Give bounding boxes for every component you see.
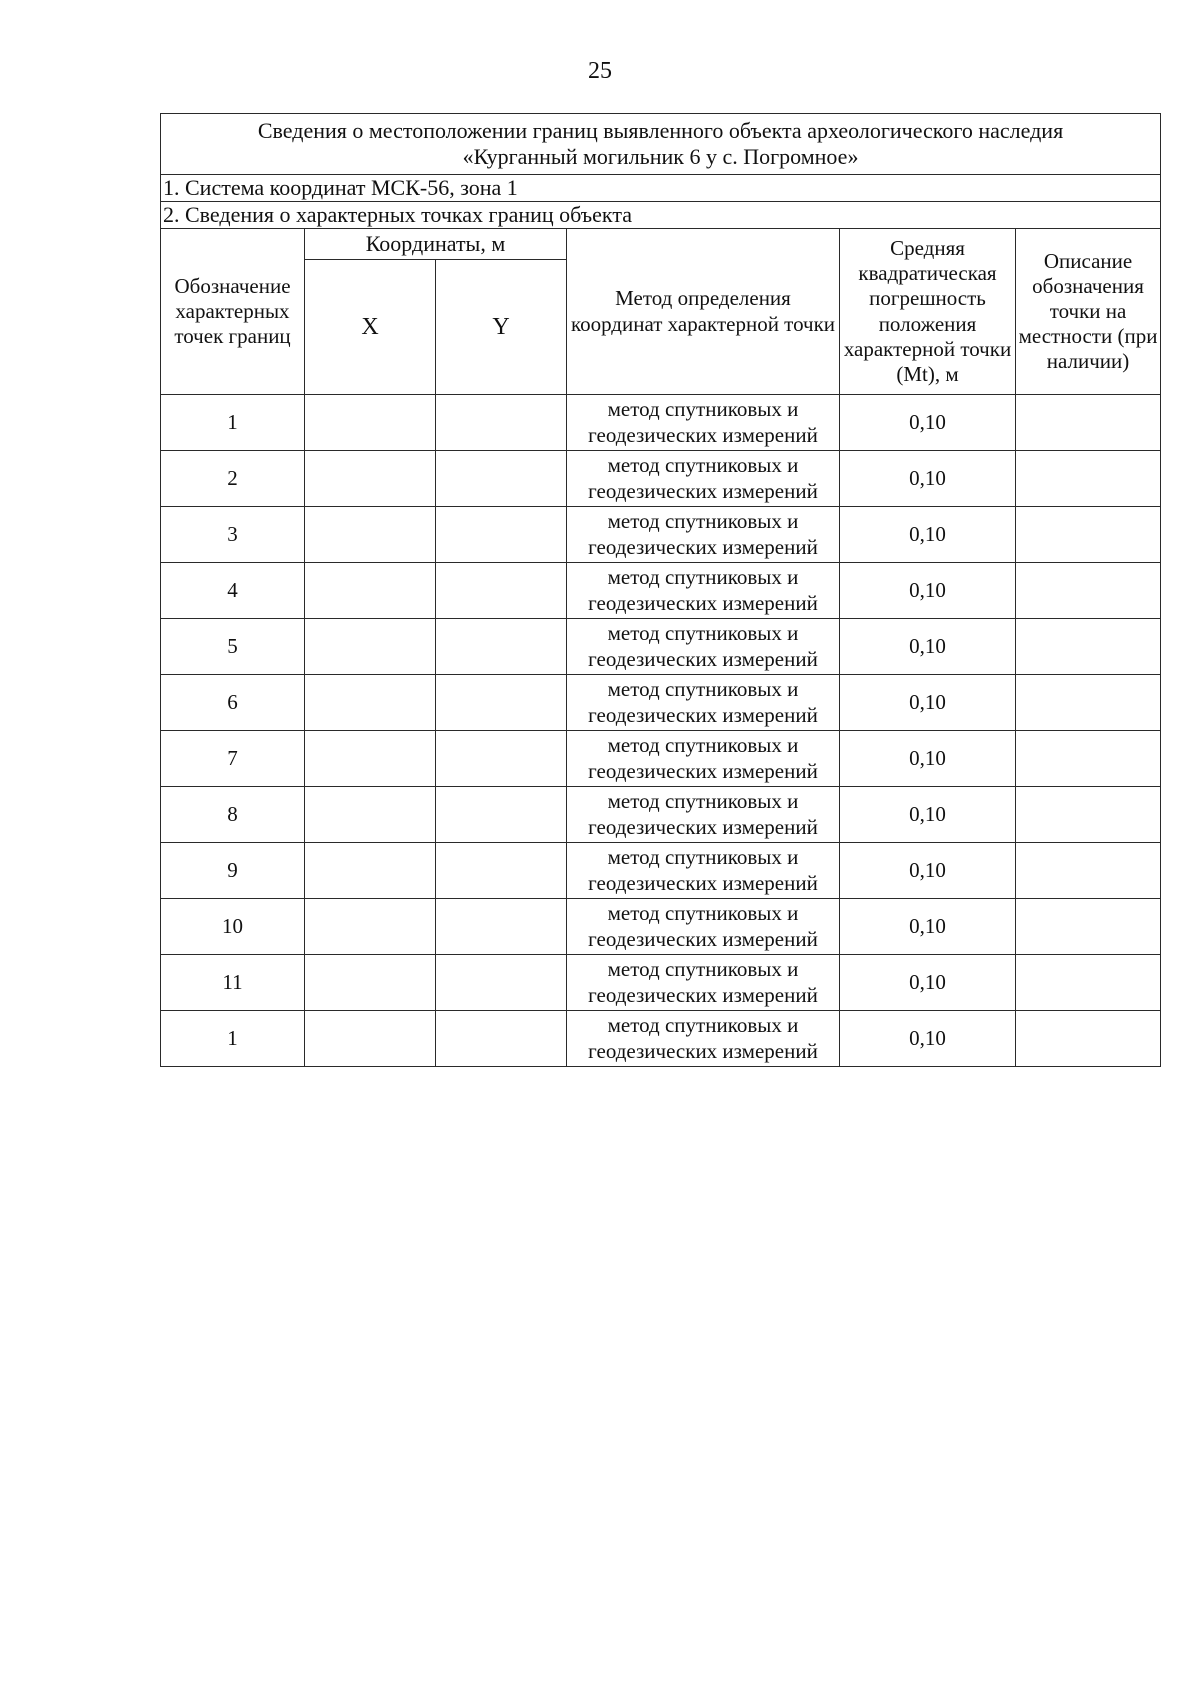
cell-x — [305, 507, 436, 563]
cell-x — [305, 619, 436, 675]
cell-x — [305, 731, 436, 787]
cell-point: 3 — [161, 507, 305, 563]
cell-y — [436, 451, 567, 507]
cell-method: метод спутниковых и геодезических измерений — [567, 619, 840, 675]
cell-x — [305, 899, 436, 955]
table-row — [161, 787, 1161, 843]
cell-error: 0,10 — [840, 731, 1016, 787]
cell-method: метод спутниковых и геодезических измерений — [567, 563, 840, 619]
cell-point: 6 — [161, 675, 305, 731]
cell-y — [436, 787, 567, 843]
cell-method: метод спутниковых и геодезических измерений — [567, 395, 840, 451]
cell-y — [436, 843, 567, 899]
cell-error: 0,10 — [840, 843, 1016, 899]
table-title-line1: Сведения о местоположении границ выявленного объекта археологического наследия — [257, 117, 1064, 143]
cell-x — [305, 787, 436, 843]
cell-error: 0,10 — [840, 563, 1016, 619]
cell-method: метод спутниковых и геодезических измерений — [567, 899, 840, 955]
cell-x — [305, 675, 436, 731]
cell-description — [1016, 787, 1161, 843]
cell-description — [1016, 451, 1161, 507]
points-section-row: 2. Сведения о характерных точках границ объекта — [161, 202, 1161, 229]
table-title — [161, 114, 1161, 175]
cell-y — [436, 731, 567, 787]
table-row — [161, 1011, 1161, 1067]
cell-method: метод спутниковых и геодезических измерений — [567, 731, 840, 787]
cell-x — [305, 451, 436, 507]
cell-error: 0,10 — [840, 787, 1016, 843]
cell-description — [1016, 563, 1161, 619]
cell-description — [1016, 675, 1161, 731]
cell-error: 0,10 — [840, 507, 1016, 563]
cell-error: 0,10 — [840, 899, 1016, 955]
cell-description — [1016, 1011, 1161, 1067]
cell-method: метод спутниковых и геодезических измерений — [567, 675, 840, 731]
cell-point: 11 — [161, 955, 305, 1011]
cell-description — [1016, 731, 1161, 787]
cell-description — [1016, 899, 1161, 955]
cell-method: метод спутниковых и геодезических измерений — [567, 955, 840, 1011]
cell-point: 9 — [161, 843, 305, 899]
cell-x — [305, 1011, 436, 1067]
cell-x — [305, 563, 436, 619]
header-error: Средняя квадратическая погрешность положения характерной точки (Mt), м — [840, 229, 1016, 395]
table-row — [161, 843, 1161, 899]
page-number: 25 — [588, 58, 612, 84]
cell-error: 0,10 — [840, 619, 1016, 675]
cell-y — [436, 563, 567, 619]
cell-x — [305, 843, 436, 899]
table-row — [161, 731, 1161, 787]
cell-description — [1016, 843, 1161, 899]
table-row — [161, 395, 1161, 451]
coord-system-row: 1. Система координат МСК-56, зона 1 — [161, 175, 1161, 202]
cell-point: 7 — [161, 731, 305, 787]
cell-error: 0,10 — [840, 451, 1016, 507]
cell-description — [1016, 507, 1161, 563]
table-row — [161, 619, 1161, 675]
table-title-line2: «Курганный могильник 6 у с. Погромное» — [462, 144, 859, 169]
cell-point: 10 — [161, 899, 305, 955]
cell-y — [436, 1011, 567, 1067]
cell-description — [1016, 395, 1161, 451]
table-row — [161, 675, 1161, 731]
cell-description — [1016, 619, 1161, 675]
header-y: Y — [436, 260, 567, 395]
cell-y — [436, 507, 567, 563]
cell-description — [1016, 955, 1161, 1011]
cell-method: метод спутниковых и геодезических измерений — [567, 843, 840, 899]
header-x: X — [305, 260, 436, 395]
cell-x — [305, 395, 436, 451]
cell-point: 2 — [161, 451, 305, 507]
cell-y — [436, 675, 567, 731]
table-row — [161, 563, 1161, 619]
boundary-points-table — [160, 113, 1161, 1067]
table-row — [161, 451, 1161, 507]
header-designation: Обозначение характерных точек границ — [161, 229, 305, 395]
cell-point: 8 — [161, 787, 305, 843]
cell-error: 0,10 — [840, 955, 1016, 1011]
cell-method: метод спутниковых и геодезических измерений — [567, 451, 840, 507]
cell-point: 1 — [161, 1011, 305, 1067]
table-row — [161, 899, 1161, 955]
cell-method: метод спутниковых и геодезических измерений — [567, 507, 840, 563]
header-coordinates: Координаты, м — [305, 229, 567, 260]
cell-method: метод спутниковых и геодезических измерений — [567, 1011, 840, 1067]
header-description: Описание обозначения точки на местности (при наличии) — [1016, 229, 1161, 395]
cell-y — [436, 899, 567, 955]
cell-point: 5 — [161, 619, 305, 675]
cell-method: метод спутниковых и геодезических измерений — [567, 787, 840, 843]
cell-y — [436, 395, 567, 451]
cell-point: 1 — [161, 395, 305, 451]
table-row — [161, 507, 1161, 563]
cell-error: 0,10 — [840, 395, 1016, 451]
table-row — [161, 955, 1161, 1011]
cell-y — [436, 955, 567, 1011]
cell-error: 0,10 — [840, 675, 1016, 731]
header-method: Метод определения координат характерной точки — [567, 229, 840, 395]
cell-error: 0,10 — [840, 1011, 1016, 1067]
cell-x — [305, 955, 436, 1011]
cell-y — [436, 619, 567, 675]
cell-point: 4 — [161, 563, 305, 619]
